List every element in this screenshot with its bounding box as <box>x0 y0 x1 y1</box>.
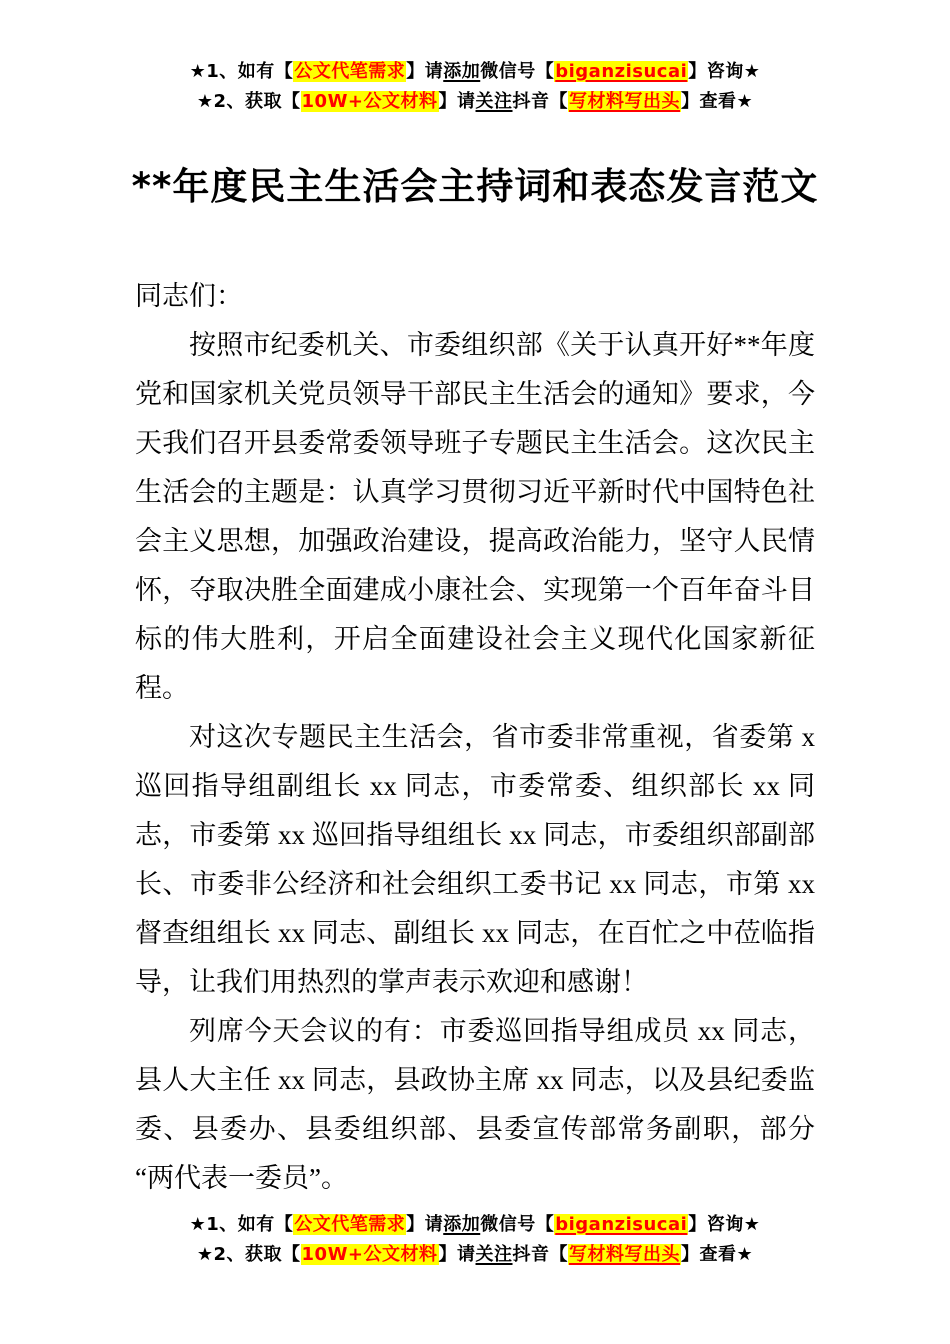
paragraph-attendees-observers: 列席今天会议的有：市委巡回指导组成员 xx 同志，县人大主任 xx 同志，县政协主席 xx 同志，以及县纪委监委、县委办、县委组织部、县委宣传部常务副职，部分“两代表一委员”。 <box>135 1016 815 1193</box>
paragraph-attendees-leaders: 对这次专题民主生活会，省市委非常重视，省委第 x 巡回指导组副组长 xx 同志，市委常委、组织部长 xx 同志，市委第 xx 巡回指导组组长 xx 同志，市委组织部副部长、市委非公经济和社会组织工委书记 xx 同志，市第 xx 督查组组长 xx 同志、副组长 xx 同志，在百忙之中莅临指导，让我们用热烈的掌声表示欢迎和感谢！ <box>135 722 815 997</box>
paragraph-preparation <box>135 1203 815 1208</box>
douyin-account: 写材料写出头 <box>569 1244 681 1265</box>
notice-text: ★1、如有【 <box>189 61 294 82</box>
underlined-follow-word: 关注 <box>475 1244 513 1265</box>
footer-notice-line-1 <box>0 1210 950 1240</box>
notice-text: 】请 <box>406 61 444 82</box>
notice-text: 】请 <box>438 91 476 112</box>
footer-notice-line-2 <box>0 1240 950 1270</box>
underlined-add-word: 添加 <box>443 1214 481 1235</box>
document-body <box>135 272 815 1208</box>
highlighted-materials-phrase: 10W+公文材料 <box>301 91 438 112</box>
paragraph-greeting: 同志们： <box>135 281 243 311</box>
document-title: **年度民主生活会主持词和表态发言范文 <box>131 165 819 208</box>
wechat-id: biganzisucai <box>555 61 688 82</box>
notice-text: 抖音【 <box>512 91 569 112</box>
highlighted-service-phrase: 公文代笔需求 <box>294 1214 406 1235</box>
notice-text: ★1、如有【 <box>189 1214 294 1235</box>
notice-text: 】请 <box>438 1244 476 1265</box>
notice-text: 】查看★ <box>681 1244 754 1265</box>
notice-text: 】查看★ <box>681 91 754 112</box>
notice-text: 微信号【 <box>480 61 555 82</box>
notice-text: ★2、获取【 <box>196 91 301 112</box>
highlighted-service-phrase: 公文代笔需求 <box>294 61 406 82</box>
notice-text: 】咨询★ <box>688 1214 761 1235</box>
paragraph-opening: 按照市纪委机关、市委组织部《关于认真开好**年度党和国家机关党员领导干部民主生活会的通知》要求，今天我们召开县委常委领导班子专题民主生活会。这次民主生活会的主题是：认真学习贯彻习近平新时代中国特色社会主义思想，加强政治建设，提高政治能力，坚守人民情怀，夺取决胜全面建成小康社会、实现第一个百年奋斗目标的伟大胜利，开启全面建设社会主义现代化国家新征程。 <box>135 330 815 703</box>
notice-text: ★2、获取【 <box>196 1244 301 1265</box>
notice-text: 】请 <box>406 1214 444 1235</box>
header-notice-line-2 <box>0 87 950 117</box>
underlined-add-word: 添加 <box>443 61 481 82</box>
douyin-account: 写材料写出头 <box>569 91 681 112</box>
notice-text: 抖音【 <box>512 1244 569 1265</box>
header-notice-line-1 <box>0 57 950 87</box>
notice-text: 】咨询★ <box>688 61 761 82</box>
wechat-id: biganzisucai <box>555 1214 688 1235</box>
highlighted-materials-phrase: 10W+公文材料 <box>301 1244 438 1265</box>
footer-notice <box>0 1210 950 1280</box>
header-notice <box>0 57 950 117</box>
underlined-follow-word: 关注 <box>475 91 513 112</box>
notice-text: 微信号【 <box>480 1214 555 1235</box>
